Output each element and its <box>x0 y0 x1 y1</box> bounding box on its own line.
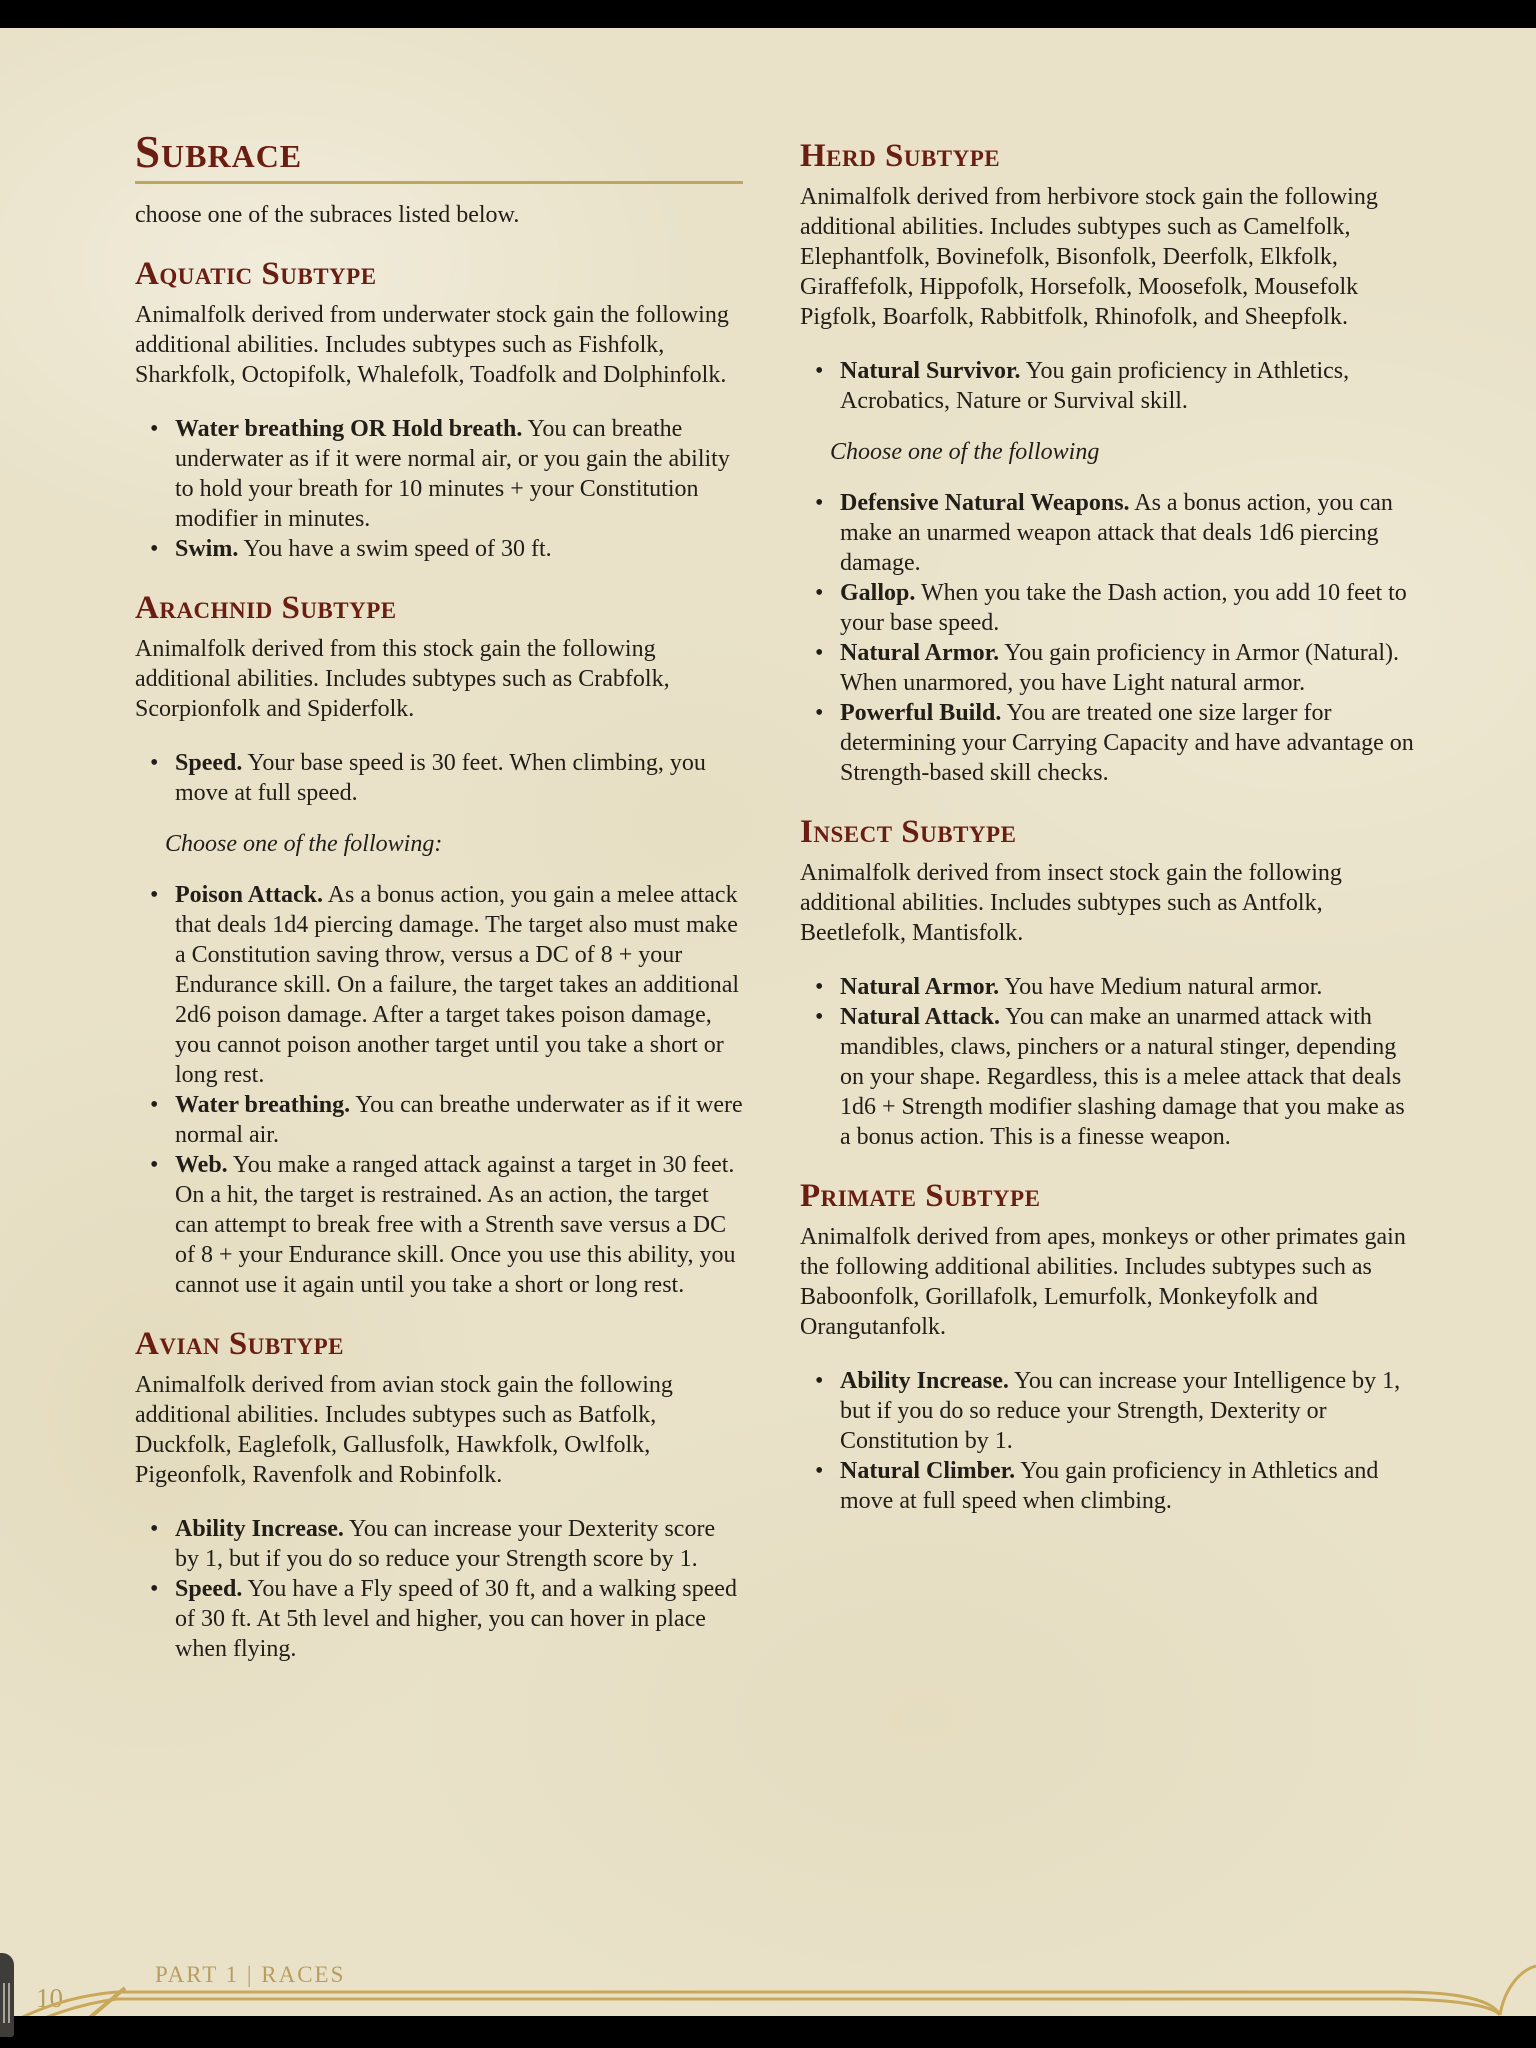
footer-section-label: PART 1 | RACES <box>155 1962 346 1987</box>
trait-name: Water breathing OR Hold breath. <box>175 416 523 442</box>
trait-desc: As a bonus action, you can make an unarmed weapon attack that deals 1d6 piercing damage. <box>840 490 1393 576</box>
page-title: Subrace <box>135 127 303 177</box>
trait-list <box>135 414 743 564</box>
section-paragraph: Animalfolk derived from herbivore stock gain the following additional abilities. Includes subtypes such as Camelfolk, Elephantfolk, Bovinefolk, Bisonfolk, Deerfolk, Elkfolk, Giraffefolk, Hippofolk, Horsefolk, Moosefolk, Mousefolk Pigfolk, Boarfolk, Rabbitfolk, Rhinofolk, and Sheepfolk. <box>800 184 1378 330</box>
trait-bullet <box>135 1150 743 1300</box>
trait-bullet <box>800 638 1414 698</box>
section-paragraph: Animalfolk derived from underwater stock gain the following additional abilities. Includes subtypes such as Fishfolk, Sharkfolk, Octopifolk, Whalefolk, Toadfolk and Dolphinfolk. <box>135 302 729 388</box>
trait-desc: As a bonus action, you gain a melee attack that deals 1d4 piercing damage. The target also must make a Constitution saving throw, versus a DC of 8 + your Endurance skill. On a failure, the target takes an additional 2d6 poison damage. After a target takes poison damage, you cannot poison another target until you take a short or long rest. <box>175 882 740 1088</box>
trait-name: Speed. <box>175 1576 243 1602</box>
trait-name: Swim. <box>175 536 239 562</box>
trait-desc: Your base speed is 30 feet. When climbing, you move at full speed. <box>175 750 706 806</box>
choose-one-note: Choose one of the following: <box>165 831 443 857</box>
trait-name: Natural Armor. <box>840 974 1000 1000</box>
trait-desc: You have a Fly speed of 30 ft, and a walking speed of 30 ft. At 5th level and higher, you can hover in place when flying. <box>175 1576 737 1662</box>
trait-desc: You can increase your Dexterity score by 1, but if you do so reduce your Strength score by 1. <box>175 1516 716 1572</box>
section-heading-arachnid: Arachnid Subtype <box>135 590 397 626</box>
side-pull-tab[interactable] <box>0 1953 14 2037</box>
grip-line-icon <box>3 1983 5 2023</box>
section-paragraph: Animalfolk derived from this stock gain the following additional abilities. Includes subtypes such as Crabfolk, Scorpionfolk and Spiderfolk. <box>135 636 670 722</box>
trait-name: Ability Increase. <box>840 1368 1009 1394</box>
section-heading-insect: Insect Subtype <box>800 814 1017 850</box>
trait-list <box>135 748 743 808</box>
trait-desc: You have Medium natural armor. <box>1004 974 1323 1000</box>
choose-one-note: Choose one of the following <box>830 439 1100 465</box>
trait-bullet <box>135 880 743 1090</box>
trait-name: Water breathing. <box>175 1092 351 1118</box>
trait-name: Natural Survivor. <box>840 358 1021 384</box>
section-heading-herd: Herd Subtype <box>800 138 1001 174</box>
trait-desc: When you take the Dash action, you add 10 feet to your base speed. <box>840 580 1407 636</box>
section-paragraph: Animalfolk derived from apes, monkeys or other primates gain the following additional abilities. Includes subtypes such as Baboonfolk, Gorillafolk, Lemurfolk, Monkeyfolk and Orangutanfolk. <box>800 1224 1406 1340</box>
trait-bullet <box>800 488 1414 578</box>
footer-page-number: 10 <box>36 1983 63 2013</box>
parchment-page <box>0 28 1536 2016</box>
grip-line-icon <box>8 1983 10 2023</box>
trait-bullet <box>800 356 1414 416</box>
trait-name: Speed. <box>175 750 243 776</box>
trait-desc: You can make an unarmed attack with mandibles, claws, pinchers or a natural stinger, depending on your shape. Regardless, this is a melee attack that deals 1d6 + Strength modifier slashing damage that you make as a bonus action. This is a finesse weapon. <box>840 1004 1405 1150</box>
trait-bullet <box>135 1514 743 1574</box>
trait-bullet <box>800 1002 1414 1152</box>
trait-desc: You make a ranged attack against a target in 30 feet. On a hit, the target is restrained. As an action, the target can attempt to break free with a Strenth save versus a DC of 8 + your Endurance skill. Once you use this ability, you cannot use it again until you take a short or long rest. <box>175 1152 736 1298</box>
left-column <box>135 128 743 1664</box>
section-paragraph: Animalfolk derived from insect stock gain the following additional abilities. Includes subtypes such as Antfolk, Beetlefolk, Mantisfolk. <box>800 860 1342 946</box>
trait-bullet <box>800 1456 1414 1516</box>
trait-bullet <box>800 972 1414 1002</box>
trait-bullet <box>135 748 743 808</box>
title-gold-rule <box>135 181 743 184</box>
trait-name: Ability Increase. <box>175 1516 344 1542</box>
trait-desc: You are treated one size larger for determining your Carrying Capacity and have advantage on Strength-based skill checks. <box>840 700 1414 786</box>
bottom-black-bar <box>0 2016 1536 2048</box>
trait-bullet <box>135 414 743 534</box>
trait-bullet <box>135 1090 743 1150</box>
trait-list <box>800 488 1414 788</box>
trait-name: Poison Attack. <box>175 882 324 908</box>
trait-desc: You gain proficiency in Athletics, Acrobatics, Nature or Survival skill. <box>840 358 1350 414</box>
trait-name: Natural Climber. <box>840 1458 1016 1484</box>
section-heading-avian: Avian Subtype <box>135 1326 345 1362</box>
section-heading-primate: Primate Subtype <box>800 1178 1041 1214</box>
trait-bullet <box>800 578 1414 638</box>
trait-bullet <box>800 1366 1414 1456</box>
trait-desc: You can breathe underwater as if it were normal air, or you gain the ability to hold your breath for 10 minutes + your Constitution modifier in minutes. <box>175 416 730 532</box>
trait-desc: You can breathe underwater as if it were normal air. <box>175 1092 743 1148</box>
trait-desc: You can increase your Intelligence by 1, but if you do so reduce your Strength, Dexterity or Constitution by 1. <box>840 1368 1401 1454</box>
right-column <box>800 128 1414 1516</box>
trait-name: Powerful Build. <box>840 700 1002 726</box>
trait-list <box>800 356 1414 416</box>
trait-desc: You gain proficiency in Athletics and move at full speed when climbing. <box>840 1458 1379 1514</box>
trait-list <box>800 1366 1414 1516</box>
trait-name: Natural Armor. <box>840 640 1000 666</box>
section-heading-aquatic: Aquatic Subtype <box>135 256 377 292</box>
top-black-bar <box>0 0 1536 28</box>
section-paragraph: Animalfolk derived from avian stock gain the following additional abilities. Includes subtypes such as Batfolk, Duckfolk, Eaglefolk, Gallusfolk, Hawkfolk, Owlfolk, Pigeonfolk, Ravenfolk and Robinfolk. <box>135 1372 673 1488</box>
trait-desc: You have a swim speed of 30 ft. <box>243 536 552 562</box>
trait-name: Web. <box>175 1152 228 1178</box>
trait-name: Defensive Natural Weapons. <box>840 490 1130 516</box>
trait-list <box>135 1514 743 1664</box>
trait-bullet <box>800 698 1414 788</box>
trait-bullet <box>135 1574 743 1664</box>
trait-list <box>800 972 1414 1152</box>
trait-name: Natural Attack. <box>840 1004 1000 1030</box>
trait-list <box>135 880 743 1300</box>
trait-bullet <box>135 534 743 564</box>
trait-name: Gallop. <box>840 580 916 606</box>
intro-text: choose one of the subraces listed below. <box>135 202 520 228</box>
trait-desc: You gain proficiency in Armor (Natural). When unarmored, you have Light natural armor. <box>840 640 1400 696</box>
